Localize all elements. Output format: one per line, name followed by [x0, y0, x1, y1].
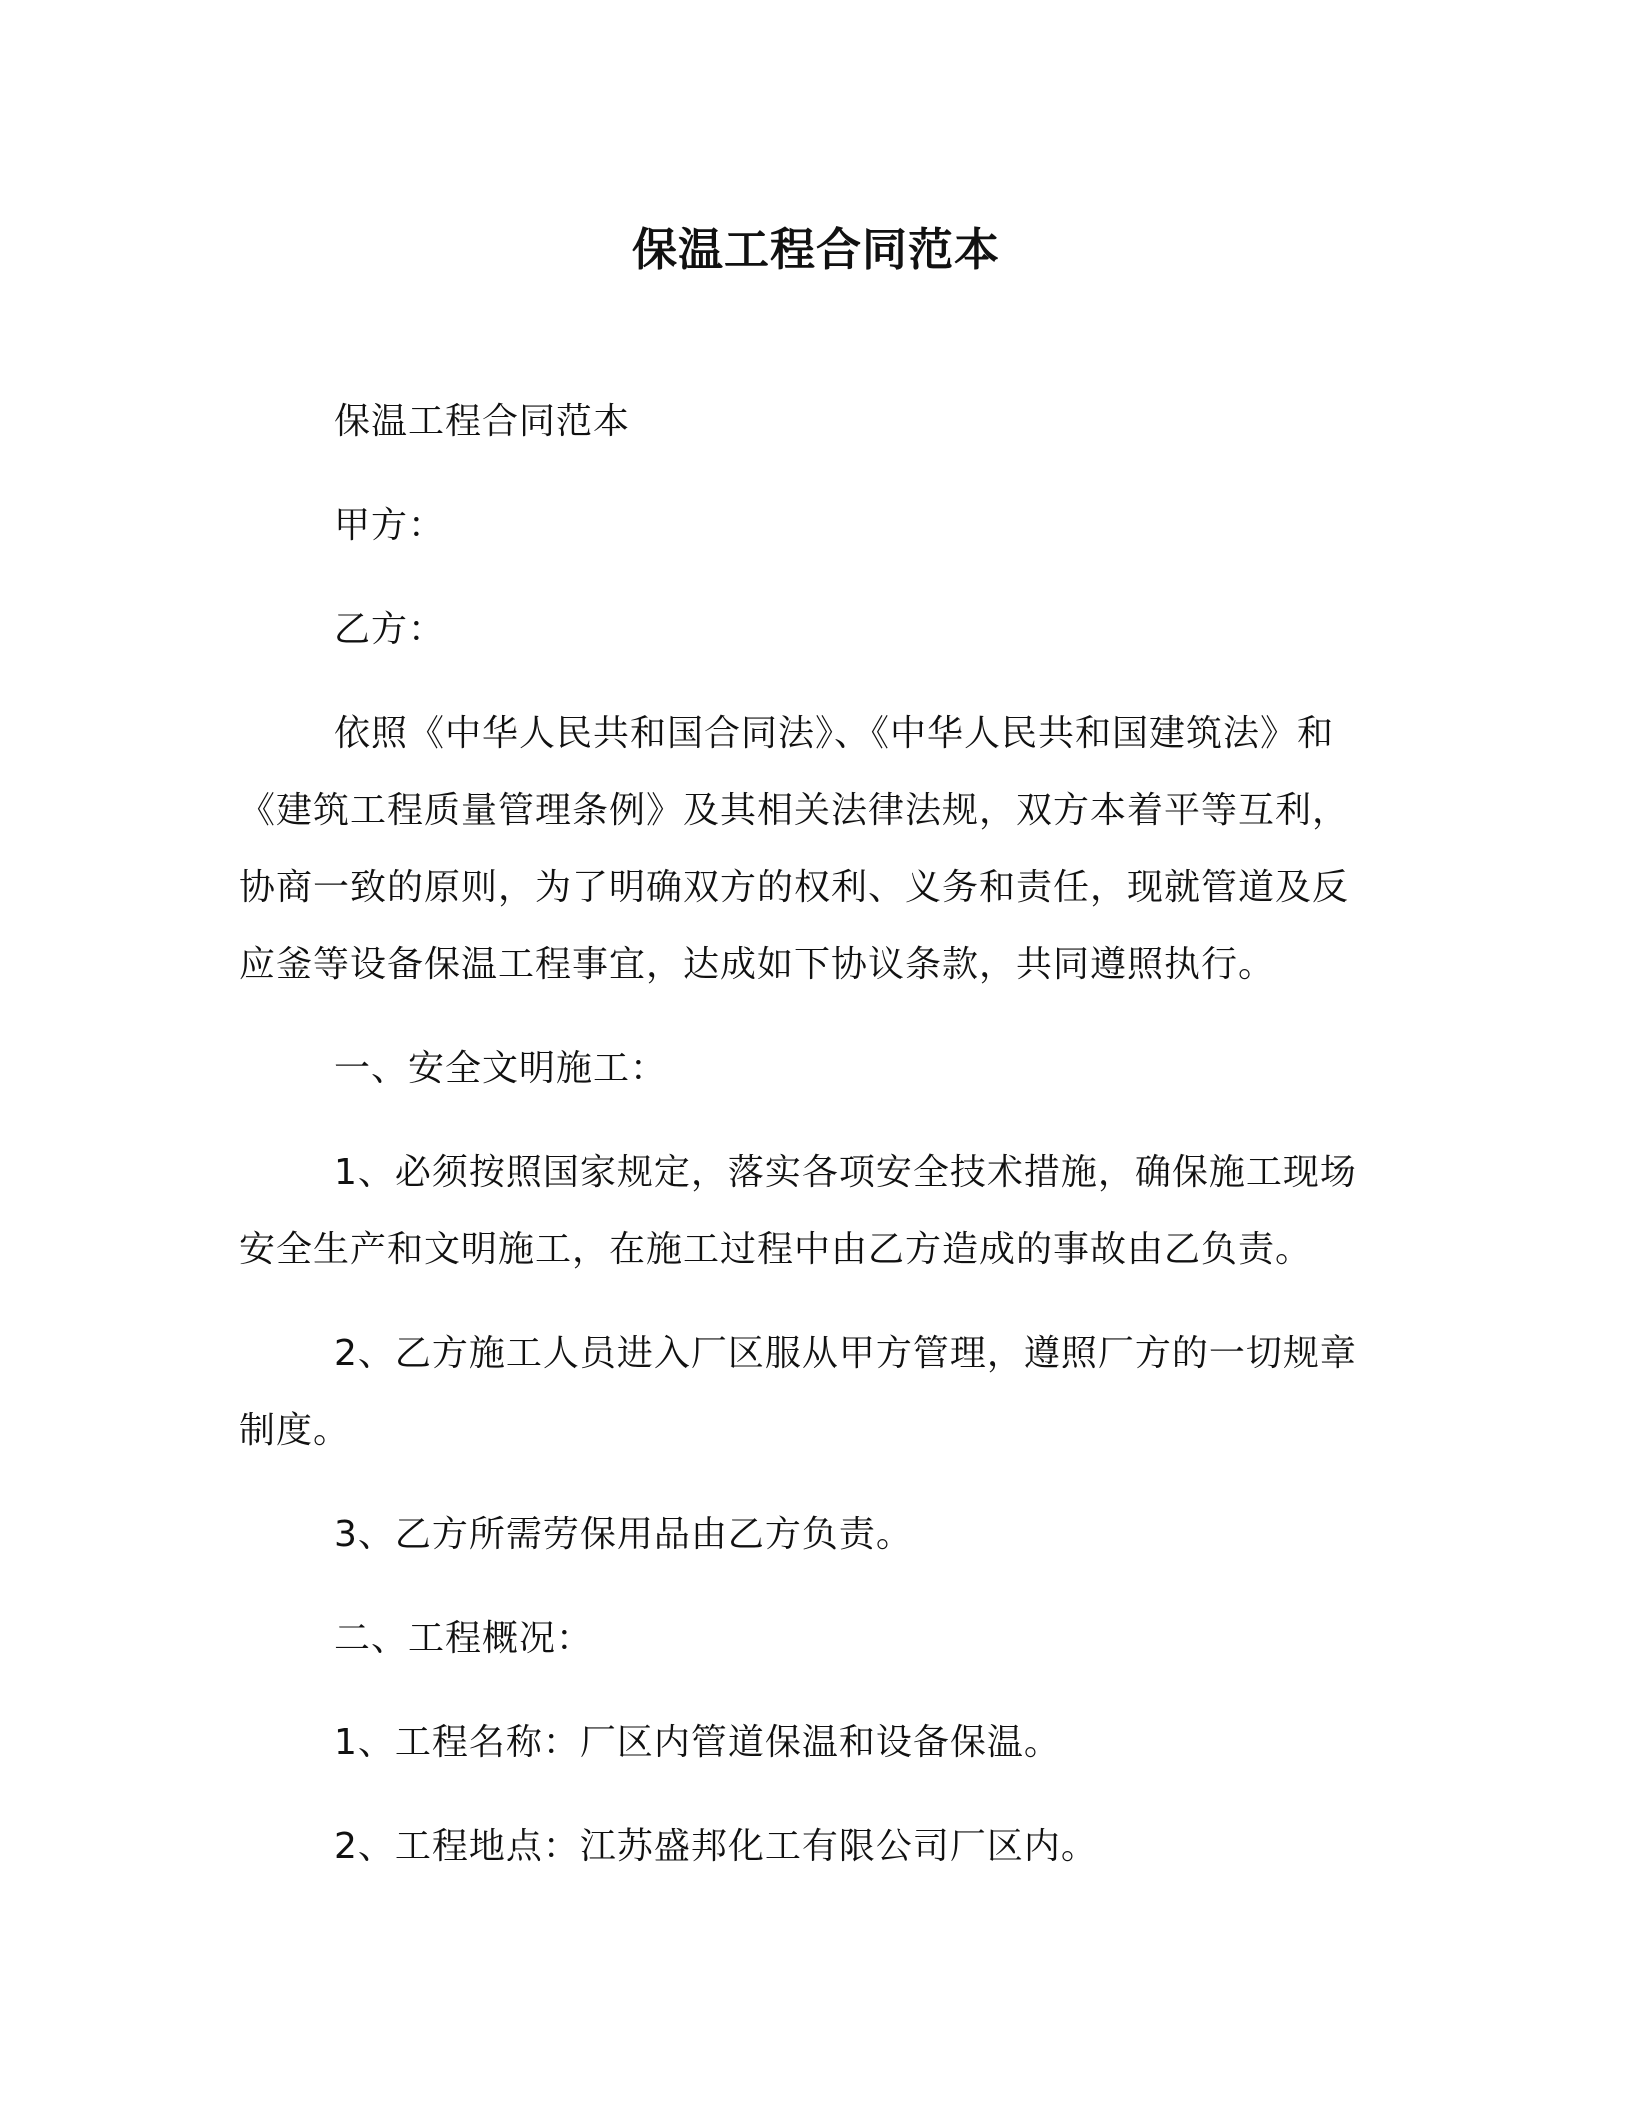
preamble-line-3: 协商一致的原则，为了明确双方的权利、义务和责任，现就管道及反: [239, 867, 1350, 908]
preamble-line-2: 《建筑工程质量管理条例》及其相关法律法规，双方本着平等互利，: [239, 790, 1350, 831]
section-1-item-3: 3、乙方所需劳保用品由乙方负责。: [334, 1514, 913, 1555]
document-subtitle: 保温工程合同范本: [334, 401, 631, 442]
preamble-line-4: 应釜等设备保温工程事宜，达成如下协议条款，共同遵照执行。: [239, 944, 1276, 985]
section-2-item-1: 1、工程名称：厂区内管道保温和设备保温。: [334, 1722, 1061, 1763]
section-2-heading: 二、工程概况：: [334, 1618, 594, 1659]
section-1-item-2-line-1: 2、乙方施工人员进入厂区服从甲方管理，遵照厂方的一切规章: [334, 1333, 1357, 1374]
section-1-item-1-line-2: 安全生产和文明施工，在施工过程中由乙方造成的事故由乙负责。: [239, 1229, 1313, 1270]
section-1-heading: 一、安全文明施工：: [334, 1048, 668, 1089]
party-b-label: 乙方：: [334, 609, 446, 650]
preamble-line-1: 依照《中华人民共和国合同法》、《中华人民共和国建筑法》和: [334, 713, 1335, 754]
section-1-item-2-line-2: 制度。: [239, 1410, 351, 1451]
section-1-item-1-line-1: 1、必须按照国家规定，落实各项安全技术措施，确保施工现场: [334, 1152, 1357, 1193]
party-a-label: 甲方：: [334, 505, 446, 546]
document-title: 保温工程合同范本: [631, 223, 1000, 276]
section-2-item-2: 2、工程地点：江苏盛邦化工有限公司厂区内。: [334, 1826, 1098, 1867]
